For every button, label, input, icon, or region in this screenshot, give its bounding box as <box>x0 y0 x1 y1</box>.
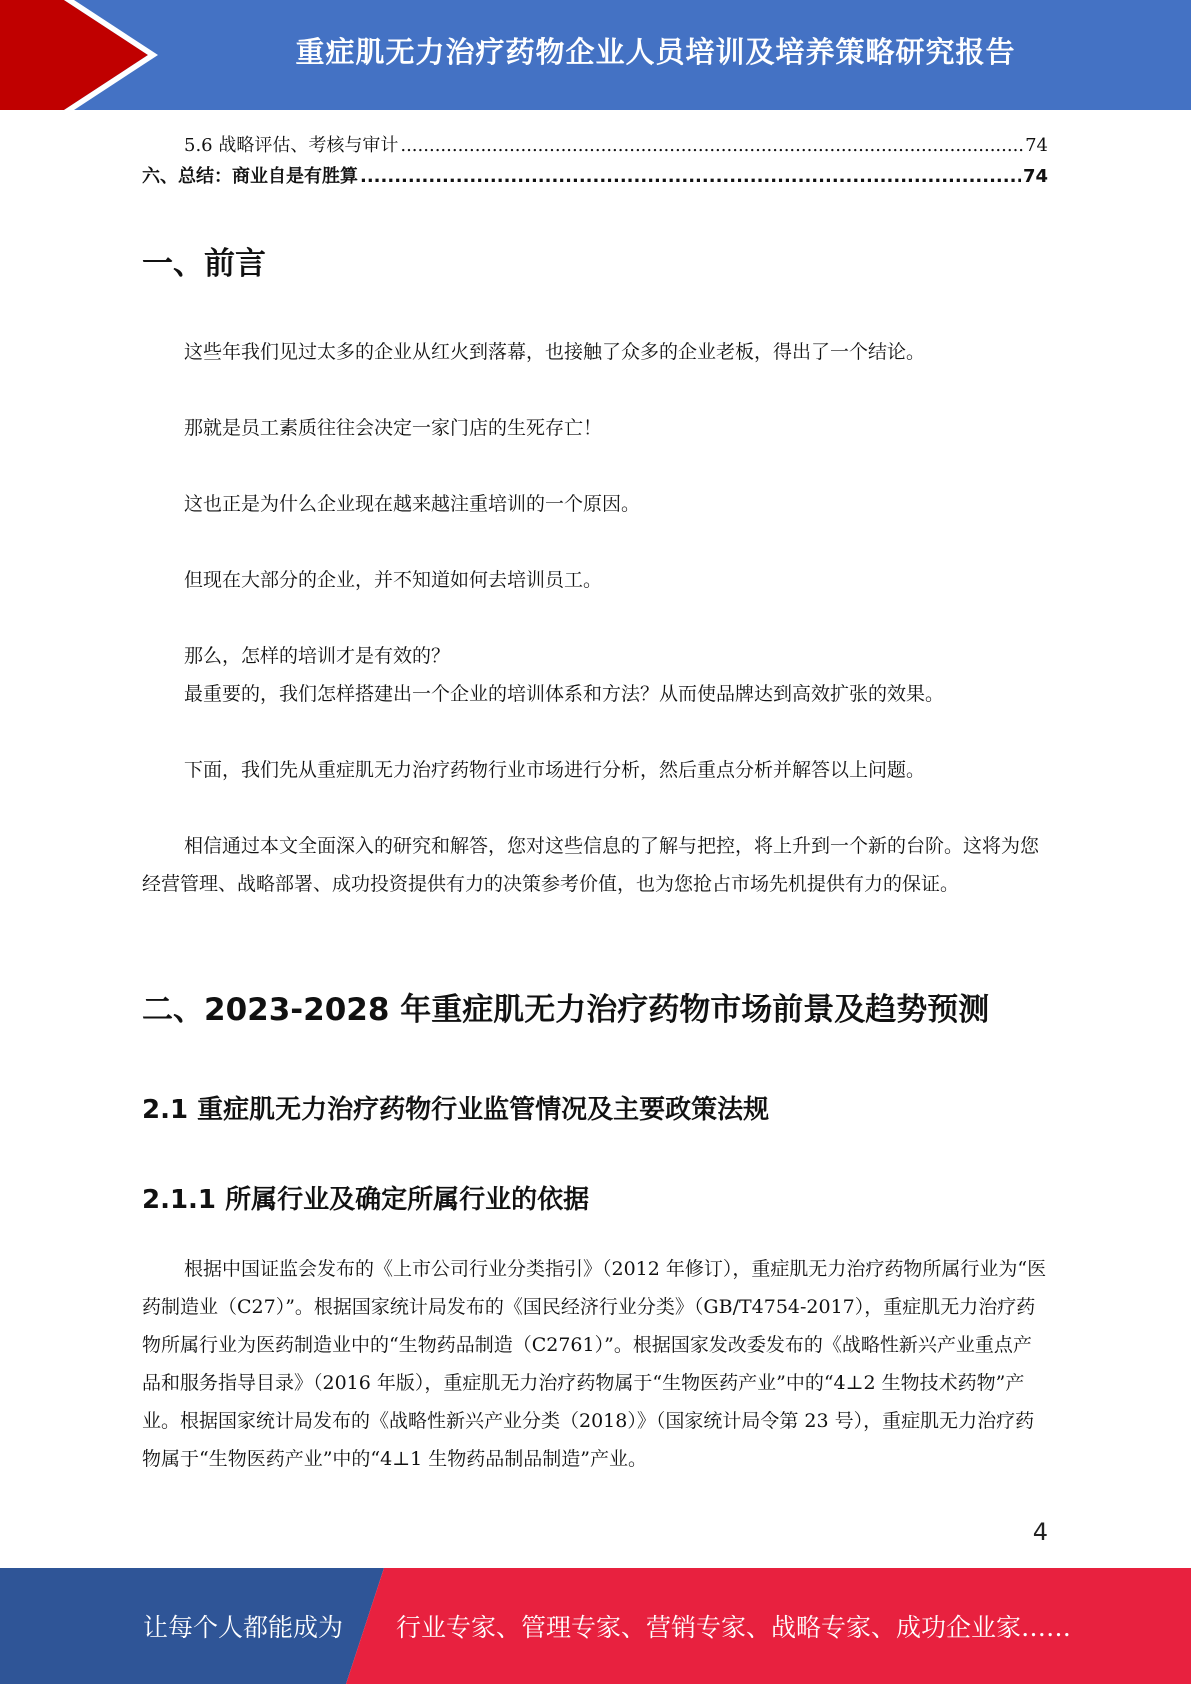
toc-entry-page: 74 <box>1025 135 1048 156</box>
report-title: 重症肌无力治疗药物企业人员培训及培养策略研究报告 <box>295 34 1016 69</box>
toc-entry-text: 六、总结：商业自是有胜算 <box>142 166 358 187</box>
paragraph: 这些年我们见过太多的企业从红火到落幕，也接触了众多的企业老板，得出了一个结论。 <box>184 341 926 363</box>
page-footer <box>0 1568 1191 1684</box>
subsection-heading: 2.1.1 所属行业及确定所属行业的依据 <box>142 1185 590 1215</box>
paragraph: 这也正是为什么企业现在越来越注重培训的一个原因。 <box>184 493 641 515</box>
footer-slogan-right: 行业专家、管理专家、营销专家、战略专家、成功企业家…… <box>396 1613 1072 1642</box>
toc-leader-dots <box>400 135 1023 156</box>
toc-leader-dots <box>360 166 1021 187</box>
toc-entry[interactable] <box>142 162 1048 188</box>
paragraph: 根据中国证监会发布的《上市公司行业分类指引》（2012 年修订），重症肌无力治疗药物所属行业为“医药制造业（C27）”。根据国家统计局发布的《国民经济行业分类》（GB/T4754-2017），重症肌无力治疗药物所属行业为医药制造业中的“生物药品制造（C2761）”。根据国家发改委发布的《战略性新兴产业重点产品和服务指导目录》（2016 年版），重症肌无力治疗药物属于“生物医药产业”中的“4⊥2 生物技术药物”产业。根据国家统计局发布的《战略性新兴产业分类（2018）》（国家统计局令第 23 号），重症肌无力治疗药物属于“生物医药产业”中的“4⊥1 生物药品制品制造”产业。 <box>142 1258 1047 1470</box>
paragraph: 最重要的，我们怎样搭建出一个企业的培训体系和方法？从而使品牌达到高效扩张的效果。 <box>184 683 945 705</box>
page-header <box>0 0 1191 110</box>
paragraph: 那么，怎样的培训才是有效的？ <box>184 645 451 667</box>
paragraph: 但现在大部分的企业，并不知道如何去培训员工。 <box>184 569 603 591</box>
chapter-heading: 二、2023-2028 年重症肌无力治疗药物市场前景及趋势预测 <box>142 992 990 1028</box>
toc-entry-text: 5.6 战略评估、考核与审计 <box>184 135 399 156</box>
paragraph: 下面，我们先从重症肌无力治疗药物行业市场进行分析，然后重点分析并解答以上问题。 <box>184 759 926 781</box>
section-heading: 2.1 重症肌无力治疗药物行业监管情况及主要政策法规 <box>142 1095 770 1125</box>
paragraph: 相信通过本文全面深入的研究和解答，您对这些信息的了解与把控，将上升到一个新的台阶。这将为您经营管理、战略部署、成功投资提供有力的决策参考价值，也为您抢占市场先机提供有力的保证。 <box>142 835 1040 895</box>
toc-entry-page: 74 <box>1022 166 1048 187</box>
toc-entry[interactable] <box>142 131 1048 157</box>
page-number: 4 <box>1032 1518 1048 1546</box>
footer-slogan-left: 让每个人都能成为 <box>143 1613 344 1642</box>
section-heading-preface: 一、前言 <box>142 246 266 282</box>
header-arrow-red <box>0 0 148 110</box>
paragraph: 那就是员工素质往往会决定一家门店的生死存亡！ <box>184 417 603 439</box>
